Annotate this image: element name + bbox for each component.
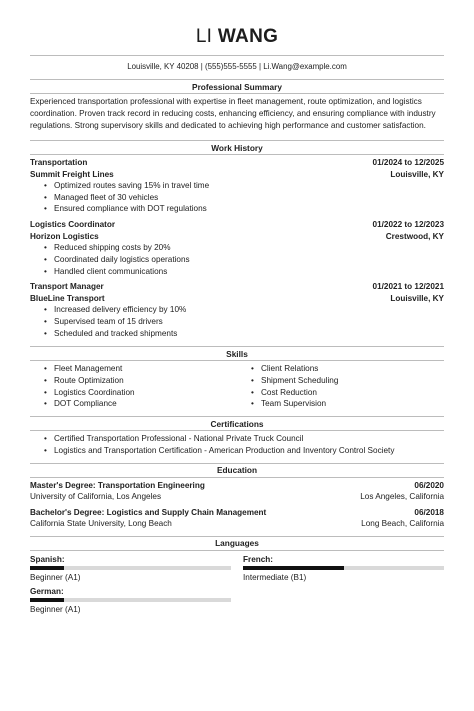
skill-item: • DOT Compliance <box>44 398 237 410</box>
language-name: Spanish: <box>30 554 65 564</box>
certification-item: • Certified Transportation Professional - National Private Truck Council <box>44 433 444 445</box>
certifications-list <box>30 433 444 456</box>
language-level: Beginner (A1) <box>30 604 81 614</box>
skill-item: • Cost Reduction <box>251 387 444 399</box>
job-bullet: • Increased delivery efficiency by 10% <box>44 304 444 316</box>
job-bullet: • Ensured compliance with DOT regulations <box>44 203 444 215</box>
language-proficiency-fill <box>243 566 344 570</box>
education-school: University of California, Los Angeles <box>30 492 162 502</box>
job-dates: 01/2024 to 12/2025 <box>372 158 444 167</box>
job-bullet: • Reduced shipping costs by 20% <box>44 242 444 254</box>
job-company: BlueLine Transport <box>30 293 105 303</box>
job-title: Transport Manager <box>30 282 104 292</box>
job-entry <box>30 281 444 339</box>
job-location: Crestwood, KY <box>385 231 444 241</box>
job-company: Summit Freight Lines <box>30 169 114 179</box>
name-divider <box>30 55 444 56</box>
language-proficiency-bar <box>30 598 231 602</box>
section-title-summary: Professional Summary <box>30 79 444 94</box>
languages-list <box>30 554 444 618</box>
section-title-skills: Skills <box>30 346 444 361</box>
job-bullet: • Managed fleet of 30 vehicles <box>44 192 444 204</box>
languages-column-right <box>243 554 444 618</box>
education-entry <box>30 507 444 530</box>
language-proficiency-fill <box>30 566 64 570</box>
skill-item: • Logistics Coordination <box>44 387 237 399</box>
job-entry <box>30 219 444 277</box>
job-bullet: • Coordinated daily logistics operations <box>44 254 444 266</box>
last-name: WANG <box>217 26 279 47</box>
job-bullet: • Supervised team of 15 drivers <box>44 316 444 328</box>
job-bullets <box>30 242 444 277</box>
language-entry <box>243 554 444 583</box>
job-entry <box>30 157 444 215</box>
job-bullet: • Optimized routes saving 15% in travel time <box>44 180 444 192</box>
language-name: French: <box>243 554 274 564</box>
section-title-education: Education <box>30 463 444 478</box>
education-degree: Master's Degree: Transportation Engineering <box>30 480 205 490</box>
education-list <box>30 480 444 530</box>
education-date: 06/2018 <box>414 507 444 517</box>
education-entry <box>30 480 444 503</box>
education-location: Long Beach, California <box>361 519 444 529</box>
skill-item: • Shipment Scheduling <box>251 375 444 387</box>
skill-item: • Fleet Management <box>44 363 237 375</box>
job-bullet: • Scheduled and tracked shipments <box>44 328 444 340</box>
job-location: Louisville, KY <box>390 293 444 303</box>
skill-item: • Route Optimization <box>44 375 237 387</box>
languages-column-left <box>30 554 231 618</box>
section-title-work-history: Work History <box>30 140 444 155</box>
education-school: California State University, Long Beach <box>30 519 172 529</box>
first-name: LI <box>195 26 213 47</box>
language-entry <box>30 586 231 615</box>
skill-item: • Team Supervision <box>251 398 444 410</box>
job-bullets <box>30 304 444 339</box>
language-entry <box>30 554 231 583</box>
job-company: Horizon Logistics <box>30 231 99 241</box>
skill-item: • Client Relations <box>251 363 444 375</box>
section-title-certifications: Certifications <box>30 416 444 431</box>
language-name: German: <box>30 586 64 596</box>
job-title: Transportation <box>30 158 88 167</box>
language-proficiency-bar <box>30 566 231 570</box>
language-level: Intermediate (B1) <box>243 572 307 582</box>
contact-info: Louisville, KY 40208 | (555)555-5555 | Li.Wang@example.com <box>127 62 347 71</box>
job-dates: 01/2022 to 12/2023 <box>372 220 444 230</box>
job-title: Logistics Coordinator <box>30 220 116 230</box>
language-proficiency-bar <box>243 566 444 570</box>
skills-list <box>30 363 444 410</box>
skills-column-right <box>237 363 444 410</box>
language-level: Beginner (A1) <box>30 572 81 582</box>
job-bullet: • Handled client communications <box>44 266 444 278</box>
summary-text: Experienced transportation professional with expertise in fleet management, route optimization, and logistics coordination. Proven track record in reducing costs, enhancing efficiency, and ensuring compliance with industry regulations. Strong supervisory skills and dedicated to achieving high performance and customer satisfaction. <box>30 97 436 130</box>
education-location: Los Angeles, California <box>360 492 444 502</box>
certification-item: • Logistics and Transportation Certification - American Production and Inventory Control Society <box>44 445 444 457</box>
language-proficiency-fill <box>30 598 64 602</box>
job-dates: 01/2021 to 12/2021 <box>372 282 444 292</box>
education-degree: Bachelor's Degree: Logistics and Supply Chain Management <box>30 507 267 517</box>
job-bullets <box>30 180 444 215</box>
section-title-languages: Languages <box>30 536 444 551</box>
education-date: 06/2020 <box>414 480 444 490</box>
skills-column-left <box>30 363 237 410</box>
job-location: Louisville, KY <box>390 169 444 179</box>
candidate-name <box>30 0 444 48</box>
